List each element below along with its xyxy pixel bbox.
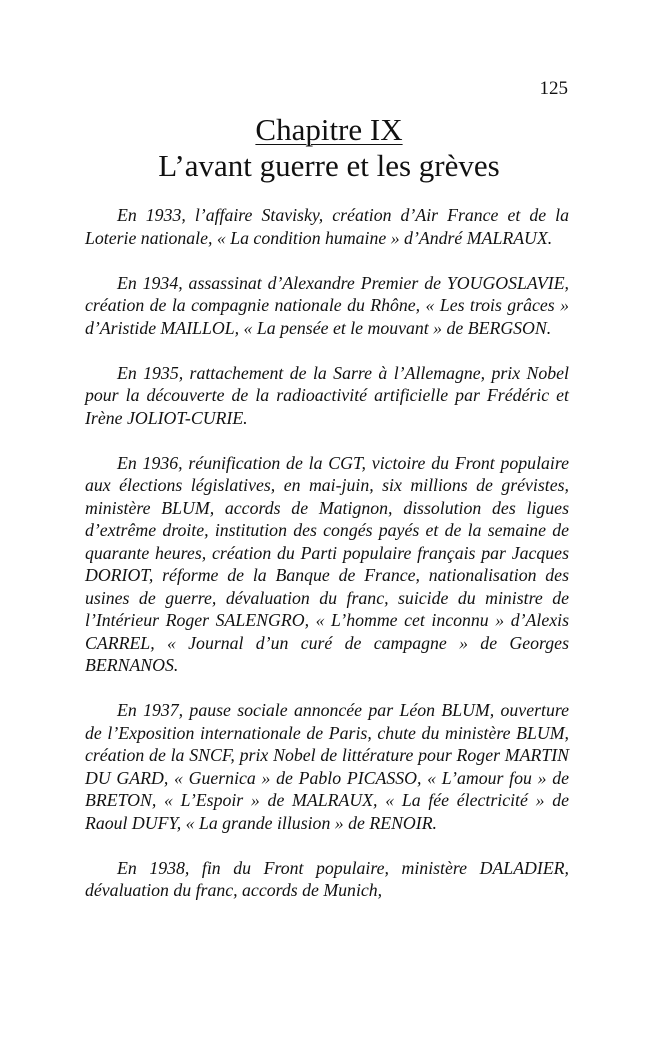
chapter-title: L’avant guerre et les grèves bbox=[158, 148, 500, 183]
paragraph-1935: En 1935, rattachement de la Sarre à l’Allemagne, prix Nobel pour la découverte de la radioactivité artificielle par Frédéric et Irène JOLIOT-CURIE. bbox=[85, 362, 569, 428]
paragraph-1936: En 1936, réunification de la CGT, victoire du Front populaire aux élections législatives, en mai-juin, six millions de grévistes, ministère BLUM, accords de Matignon, dissolution des ligues d’extrême droite, institution des congés payés et de la semaine de quarante heures, création du Parti populaire français par Jacques DORIOT, réforme de la Banque de France, nationalisation des usines de guerre, dévaluation du franc, suicide du ministre de l’Intérieur Roger SALENGRO, « L’homme cet inconnu » d’Alexis CARREL, « Journal d’un curé de campagne » de Georges BERNANOS. bbox=[85, 452, 569, 675]
paragraph-1937: En 1937, pause sociale annoncée par Léon BLUM, ouverture de l’Exposition internationale de Paris, chute du ministère BLUM, création de la SNCF, prix Nobel de littérature pour Roger MARTIN DU GARD, « Guernica » de Pablo PICASSO, « L’amour fou » de BRETON, « L’Espoir » de MALRAUX, « La fée électricité » de Raoul DUFY, « La grande illusion » de RENOIR. bbox=[85, 700, 569, 833]
body-text bbox=[85, 204, 569, 924]
page-number: 125 bbox=[539, 78, 568, 99]
paragraph-1933: En 1933, l’affaire Stavisky, création d’Air France et de la Loterie nationale, « La condition humaine » d’André MALRAUX. bbox=[85, 205, 569, 248]
chapter-label: Chapitre IX bbox=[255, 112, 403, 147]
paragraph-1938: En 1938, fin du Front populaire, ministère DALADIER, dévaluation du franc, accords de Munich, bbox=[85, 857, 569, 900]
paragraph-1934: En 1934, assassinat d’Alexandre Premier de YOUGOSLAVIE, création de la compagnie nationale du Rhône, « Les trois grâces » d’Aristide MAILLOL, « La pensée et le mouvant » de BERGSON. bbox=[85, 272, 569, 338]
